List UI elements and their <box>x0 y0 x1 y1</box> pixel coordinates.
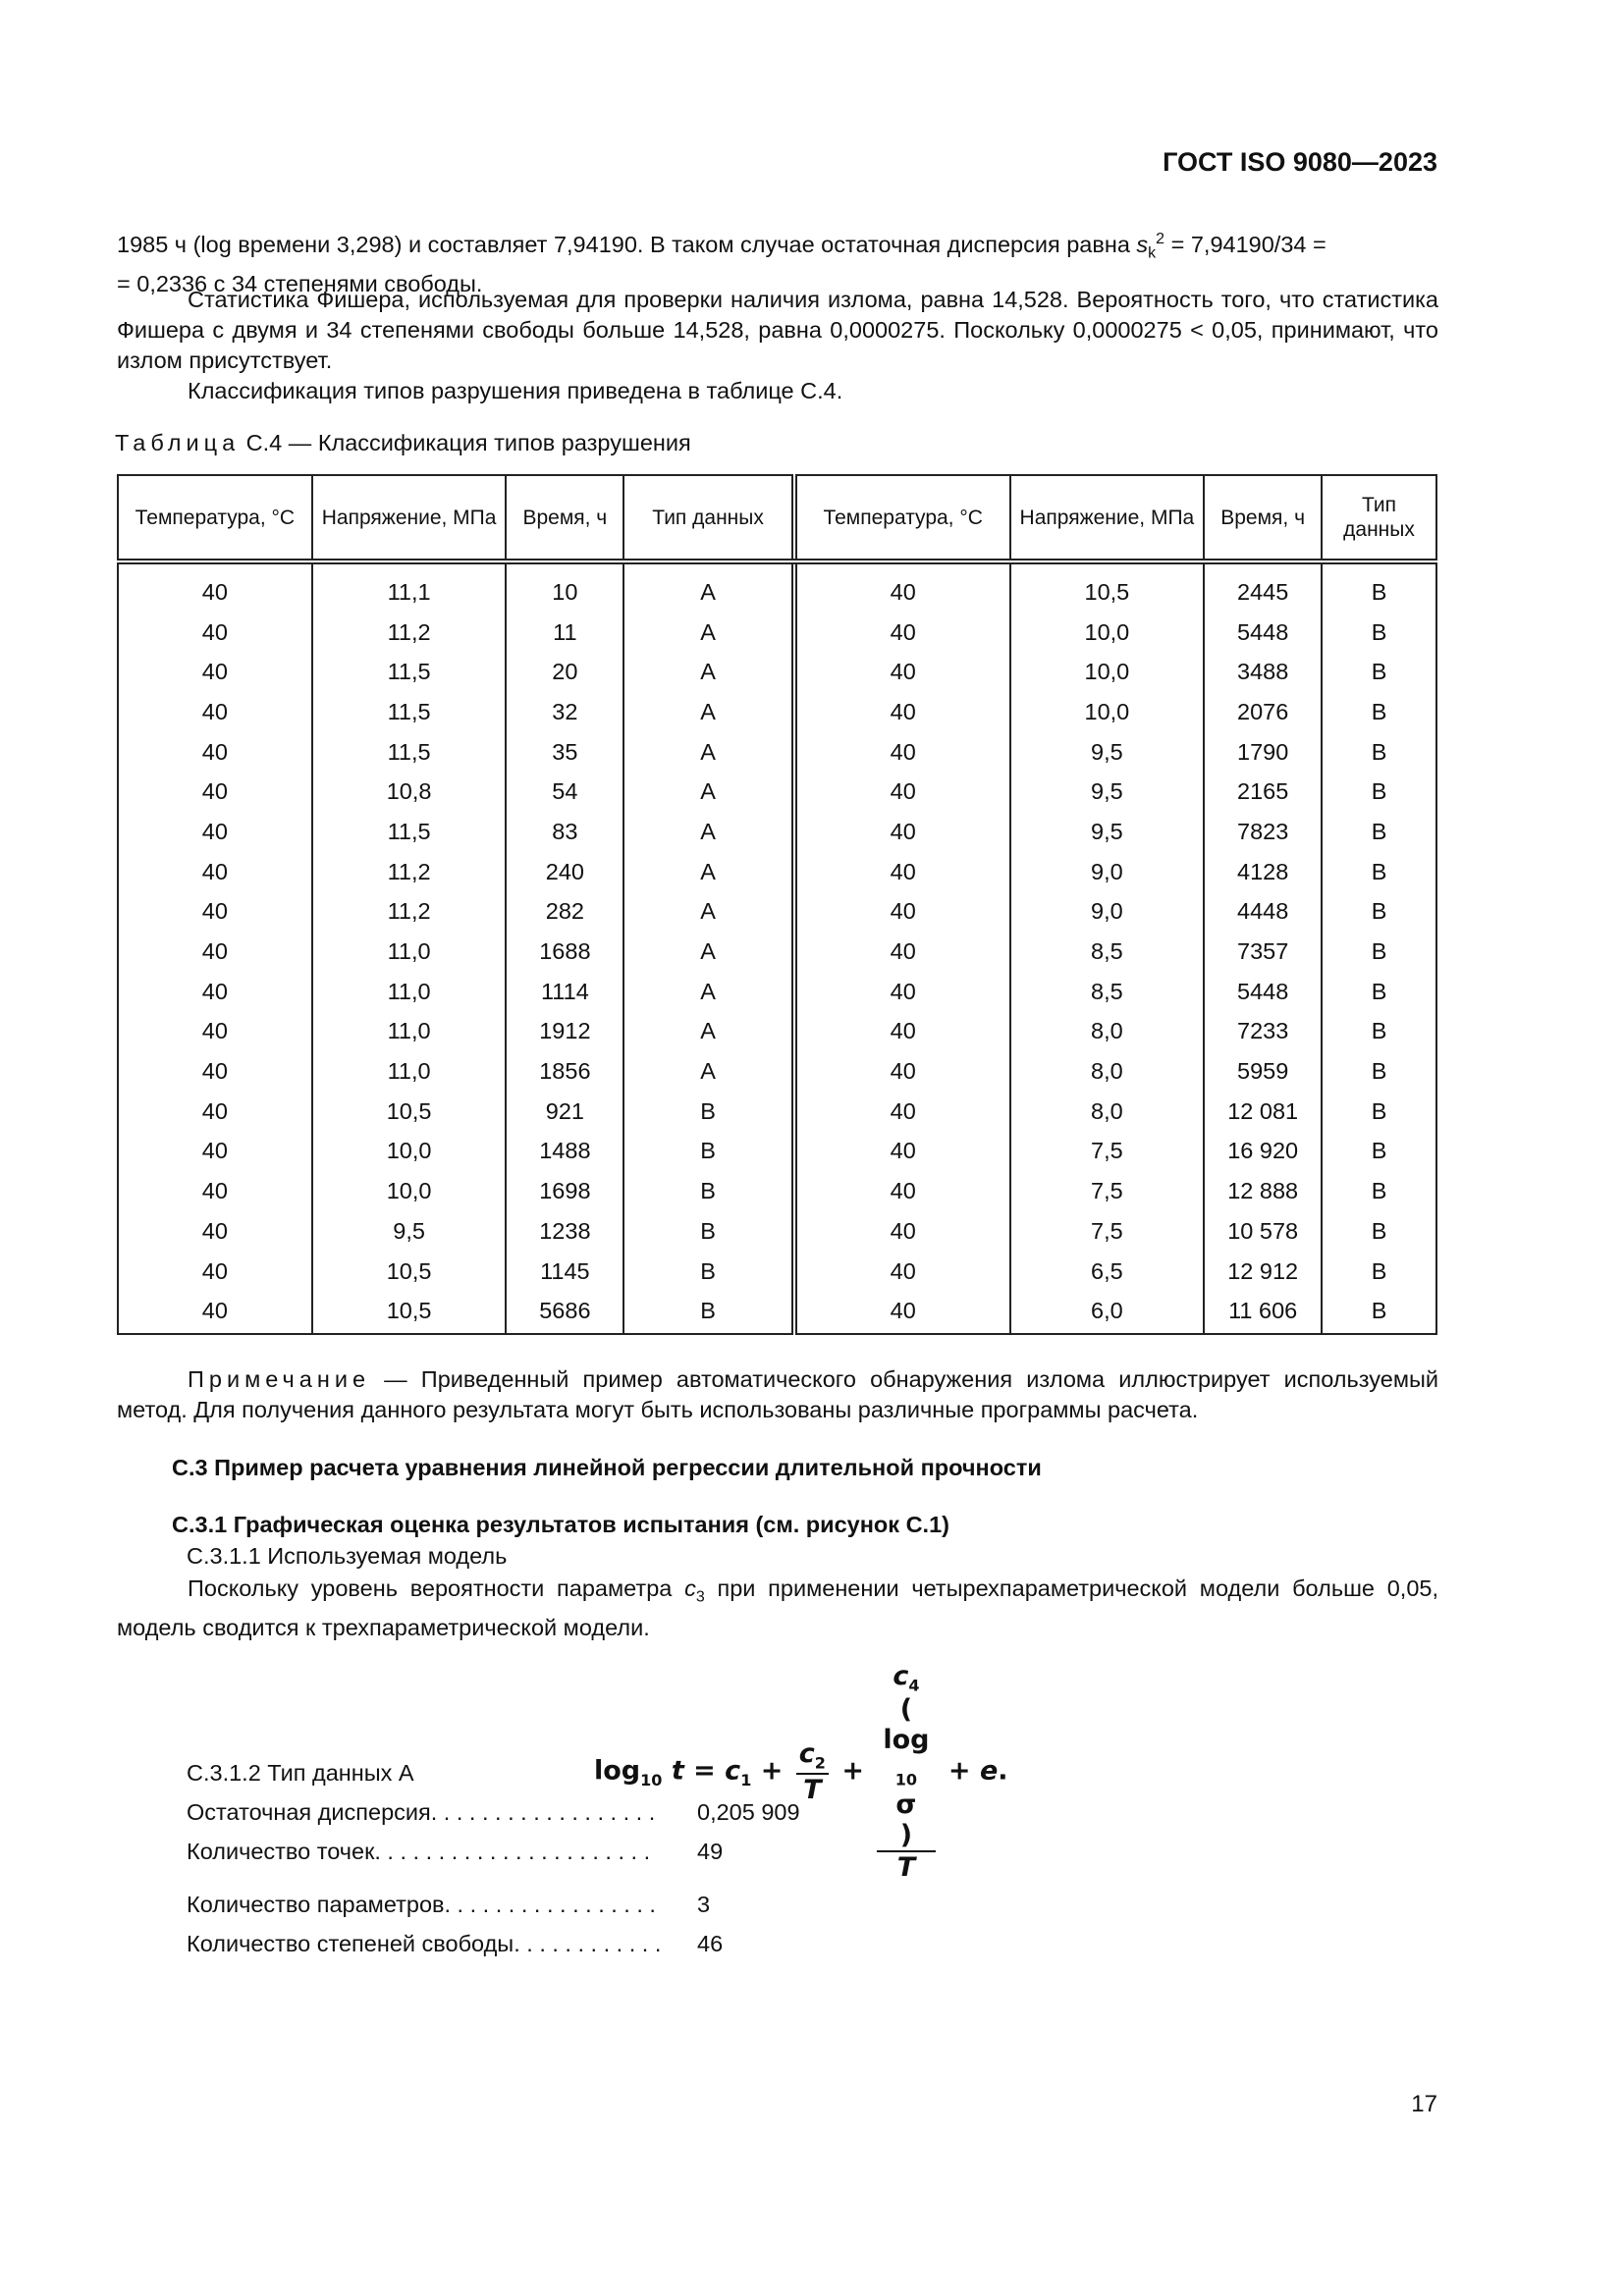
table-cell: 10,5 <box>312 1291 507 1334</box>
formula-dot: . <box>998 1755 1008 1787</box>
table-cell: 40 <box>794 1012 1010 1052</box>
table-cell: В <box>1322 732 1436 773</box>
table-cell: В <box>1322 1012 1436 1052</box>
table-cell: 7233 <box>1204 1012 1322 1052</box>
section-c311-body <box>117 1574 1438 1643</box>
table-cell: А <box>623 852 794 892</box>
formula-equals: = <box>683 1755 726 1787</box>
table-cell: 40 <box>794 1211 1010 1252</box>
table-cell: 10 578 <box>1204 1211 1322 1252</box>
table-cell: 40 <box>794 852 1010 892</box>
table-cell: А <box>623 972 794 1012</box>
table-cell: 5686 <box>506 1291 623 1334</box>
stat-row-degrees-of-freedom <box>187 1931 723 1957</box>
intro-p1-text-a: 1985 ч (log времени 3,298) и составляет 7,94190. В таком случае остаточная дисперсия равна <box>117 231 1137 257</box>
table-cell: 6,5 <box>1010 1252 1205 1292</box>
table-cell: 7,5 <box>1010 1132 1205 1172</box>
table-cell: 40 <box>118 812 312 852</box>
table-cell: 10,8 <box>312 772 507 812</box>
table-cell: 40 <box>118 932 312 972</box>
table-cell: 40 <box>118 1171 312 1211</box>
table-cell: 11,0 <box>312 932 507 972</box>
table-body <box>118 561 1436 1334</box>
table-row <box>118 932 1436 972</box>
table-cell: 40 <box>794 652 1010 692</box>
stat-value: 3 <box>697 1892 711 1917</box>
table-cell: 11,5 <box>312 732 507 773</box>
stat-label: Количество параметров. . . . . . . . . . . . . . . . . <box>187 1892 656 1917</box>
table-cell: В <box>1322 812 1436 852</box>
table-cell: 10,0 <box>312 1171 507 1211</box>
table-cell: 1912 <box>506 1012 623 1052</box>
stat-row-point-count <box>187 1839 723 1865</box>
table-cell: А <box>623 692 794 732</box>
table-cell: А <box>623 1012 794 1052</box>
table-cell: 3488 <box>1204 652 1322 692</box>
table-cell: 40 <box>794 812 1010 852</box>
table-row <box>118 1291 1436 1334</box>
table-cell: А <box>623 561 794 613</box>
table-cell: 2165 <box>1204 772 1322 812</box>
table-row <box>118 1211 1436 1252</box>
table-cell: 5448 <box>1204 972 1322 1012</box>
table-cell: А <box>623 932 794 972</box>
table-cell: 40 <box>794 1092 1010 1132</box>
table-cell: В <box>1322 1211 1436 1252</box>
table-cell: 12 888 <box>1204 1171 1322 1211</box>
table-cell: 9,5 <box>1010 772 1205 812</box>
table-cell: 9,0 <box>1010 852 1205 892</box>
table-row <box>118 652 1436 692</box>
param-subscript: 3 <box>695 1588 705 1606</box>
formula-log: log <box>594 1755 641 1787</box>
table-cell: 40 <box>118 852 312 892</box>
table-row <box>118 1132 1436 1172</box>
table-row <box>118 892 1436 933</box>
table-cell: 11 606 <box>1204 1291 1322 1334</box>
page-number: 17 <box>1411 2091 1437 2117</box>
header-data-type-right: Тип данных <box>1322 475 1436 561</box>
table-cell: 40 <box>794 1291 1010 1334</box>
table-cell: 7,5 <box>1010 1211 1205 1252</box>
section-c31-heading: С.3.1 Графическая оценка результатов испытания (см. рисунок С.1) <box>172 1512 949 1537</box>
table-cell: 282 <box>506 892 623 933</box>
header-stress-left: Напряжение, МПа <box>312 475 507 561</box>
failure-type-table <box>117 474 1437 1335</box>
table-cell: 11,2 <box>312 613 507 653</box>
table-cell: 7823 <box>1204 812 1322 852</box>
table-cell: А <box>623 732 794 773</box>
table-cell: 9,0 <box>1010 892 1205 933</box>
table-cell: 40 <box>794 892 1010 933</box>
header-time-left: Время, ч <box>506 475 623 561</box>
table-cell: 11 <box>506 613 623 653</box>
variance-symbol: s <box>1136 231 1149 257</box>
formula-c1: c <box>725 1755 741 1787</box>
table-cell: 240 <box>506 852 623 892</box>
formula-fraction-c2 <box>796 1738 829 1804</box>
formula-e: e <box>979 1755 999 1787</box>
formula-fraction-c4 <box>877 1661 935 1883</box>
table-row <box>118 732 1436 773</box>
formula-c2-denominator <box>796 1775 829 1805</box>
table-cell: 1856 <box>506 1051 623 1092</box>
table-cell: 11,1 <box>312 561 507 613</box>
table-cell: 1488 <box>506 1132 623 1172</box>
table-cell: 11,5 <box>312 692 507 732</box>
table-cell: 12 912 <box>1204 1252 1322 1292</box>
table-cell: 5959 <box>1204 1051 1322 1092</box>
section-c311-heading: С.3.1.1 Используемая модель <box>187 1543 508 1569</box>
table-cell: 11,2 <box>312 892 507 933</box>
document-id-header: ГОСТ ISO 9080—2023 <box>1163 147 1437 177</box>
table-cell: 921 <box>506 1092 623 1132</box>
table-cell: 11,0 <box>312 1051 507 1092</box>
table-row <box>118 692 1436 732</box>
table-row <box>118 1171 1436 1211</box>
table-cell: 40 <box>794 1051 1010 1092</box>
table-cell: 9,5 <box>1010 732 1205 773</box>
table-cell: 40 <box>118 1211 312 1252</box>
table-row <box>118 852 1436 892</box>
intro-paragraph-2: Статистика Фишера, используемая для проверки наличия излома, равна 14,528. Вероятность того, что статистика Фишера с двумя и 34 степенями свободы больше 14,528, равна 0,0000275. Поскольку 0,0000275 < 0,05, принимают, что излом присутствует. <box>117 287 1438 373</box>
formula-plus-2: + <box>832 1755 874 1787</box>
table-cell: 40 <box>118 561 312 613</box>
table-cell: А <box>623 1051 794 1092</box>
header-data-type-left: Тип данных <box>623 475 794 561</box>
table-row <box>118 613 1436 653</box>
table-cell: 6,0 <box>1010 1291 1205 1334</box>
table-row <box>118 1252 1436 1292</box>
table-cell: 2445 <box>1204 561 1322 613</box>
formula-t: t <box>671 1755 684 1787</box>
stat-row-parameter-count <box>187 1892 710 1918</box>
table-cell: 8,0 <box>1010 1051 1205 1092</box>
formula-c4-denominator <box>877 1852 935 1883</box>
table-cell: 40 <box>794 1132 1010 1172</box>
formula-sigma: σ <box>895 1789 917 1820</box>
table-cell: 8,5 <box>1010 972 1205 1012</box>
table-cell: 40 <box>118 613 312 653</box>
table-cell: 40 <box>794 1171 1010 1211</box>
table-cell: 8,0 <box>1010 1012 1205 1052</box>
table-cell: В <box>1322 892 1436 933</box>
formula-c4-sub: 4 <box>908 1676 920 1695</box>
formula-log-2: log <box>883 1725 930 1756</box>
stat-value: 49 <box>697 1839 724 1864</box>
table-cell: 1114 <box>506 972 623 1012</box>
header-time-right: Время, ч <box>1204 475 1322 561</box>
table-row <box>118 1012 1436 1052</box>
table-cell: 40 <box>794 732 1010 773</box>
table-cell: А <box>623 652 794 692</box>
table-cell: 7,5 <box>1010 1171 1205 1211</box>
stat-label: Количество точек. . . . . . . . . . . . . . . . . . . . . . <box>187 1839 651 1864</box>
table-note <box>117 1364 1438 1425</box>
intro-paragraph-3: Классификация типов разрушения приведена в таблице С.4. <box>188 378 843 403</box>
table-cell: 2076 <box>1204 692 1322 732</box>
table-cell: 11,0 <box>312 1012 507 1052</box>
table-cell: 10,0 <box>1010 613 1205 653</box>
table-cell: 40 <box>794 1252 1010 1292</box>
table-cell: В <box>1322 852 1436 892</box>
table-cell: В <box>1322 692 1436 732</box>
table-cell: 40 <box>118 1252 312 1292</box>
table-cell: 40 <box>118 772 312 812</box>
table-cell: 1698 <box>506 1171 623 1211</box>
table-cell: 32 <box>506 692 623 732</box>
table-cell: В <box>623 1132 794 1172</box>
table-cell: 40 <box>118 1051 312 1092</box>
table-row <box>118 1092 1436 1132</box>
table-cell: В <box>1322 613 1436 653</box>
table-cell: 8,0 <box>1010 1092 1205 1132</box>
formula-c4: c <box>893 1661 909 1691</box>
table-cell: 11,2 <box>312 852 507 892</box>
table-cell: А <box>623 812 794 852</box>
table-cell: 40 <box>794 613 1010 653</box>
intro-p1-line-2: = 0,2336 с 34 степенями свободы. <box>117 270 483 296</box>
note-label: Примечание <box>188 1366 371 1392</box>
table-cell: 8,5 <box>1010 932 1205 972</box>
table-row <box>118 812 1436 852</box>
table-cell: 10,5 <box>312 1252 507 1292</box>
table-row <box>118 1051 1436 1092</box>
table-cell: 40 <box>118 692 312 732</box>
table-cell: 5448 <box>1204 613 1322 653</box>
table-cell: В <box>1322 1051 1436 1092</box>
table-cell: 4448 <box>1204 892 1322 933</box>
table-cell: 40 <box>118 972 312 1012</box>
table-cell: В <box>1322 561 1436 613</box>
table-cell: 10,0 <box>312 1132 507 1172</box>
table-cell: 10,0 <box>1010 692 1205 732</box>
table-cell: 40 <box>794 561 1010 613</box>
formula-c2-numerator <box>796 1738 829 1774</box>
table-cell: 40 <box>118 1132 312 1172</box>
formula-c4-numerator: $c_4$ ( log $_{10}$ σ ) <box>877 1661 935 1852</box>
formula-c2-sub: 2 <box>814 1753 826 1773</box>
table-cell: 40 <box>794 932 1010 972</box>
table-cell: 9,5 <box>1010 812 1205 852</box>
stat-value: 46 <box>697 1931 724 1956</box>
formula-plus-1: + <box>751 1755 792 1787</box>
stat-label: Остаточная дисперсия. . . . . . . . . . . . . . . . . . <box>187 1799 656 1825</box>
stat-row-residual-variance <box>187 1799 800 1826</box>
table-cell: 10,0 <box>1010 652 1205 692</box>
table-cell: В <box>1322 772 1436 812</box>
table-cell: В <box>1322 1092 1436 1132</box>
formula-T2: T <box>896 1851 916 1883</box>
variance-superscript: 2 <box>1156 231 1165 247</box>
table-cell: 40 <box>118 1092 312 1132</box>
table-cell: 11,5 <box>312 652 507 692</box>
table-row <box>118 972 1436 1012</box>
formula-c1-sub: 1 <box>740 1770 752 1789</box>
table-cell: В <box>623 1211 794 1252</box>
table-cell: 40 <box>118 1012 312 1052</box>
formula-log-base: 10 <box>640 1770 663 1789</box>
table-cell: 4128 <box>1204 852 1322 892</box>
table-cell: 1145 <box>506 1252 623 1292</box>
table-cell: 40 <box>118 732 312 773</box>
table-cell: 7357 <box>1204 932 1322 972</box>
table-caption-title: С.4 — Классификация типов разрушения <box>240 430 691 455</box>
table-cell: 54 <box>506 772 623 812</box>
table-cell: 16 920 <box>1204 1132 1322 1172</box>
header-stress-right: Напряжение, МПа <box>1010 475 1205 561</box>
table-cell: 40 <box>794 772 1010 812</box>
table-row <box>118 772 1436 812</box>
table-cell: 12 081 <box>1204 1092 1322 1132</box>
table-cell: 83 <box>506 812 623 852</box>
stat-label: Количество степеней свободы. . . . . . . . . . . . <box>187 1931 662 1956</box>
variance-subscript: k <box>1148 244 1157 262</box>
table-cell: В <box>1322 972 1436 1012</box>
table-cell: В <box>1322 932 1436 972</box>
table-header-row <box>118 475 1436 561</box>
table-cell: 9,5 <box>312 1211 507 1252</box>
formula-log-base-2: 10 <box>894 1770 918 1789</box>
table-cell: В <box>1322 1132 1436 1172</box>
table-cell: А <box>623 772 794 812</box>
formula-c2: c <box>798 1738 815 1770</box>
table-cell: В <box>623 1252 794 1292</box>
header-temperature-right: Температура, °С <box>794 475 1010 561</box>
table-cell: 35 <box>506 732 623 773</box>
param-symbol: c <box>684 1575 696 1601</box>
table-cell: В <box>1322 652 1436 692</box>
table-cell: 1238 <box>506 1211 623 1252</box>
header-temperature-left: Температура, °С <box>118 475 312 561</box>
table-cell: А <box>623 613 794 653</box>
table-cell: 10 <box>506 561 623 613</box>
table-cell: 1688 <box>506 932 623 972</box>
table-cell: В <box>623 1171 794 1211</box>
section-c312-heading: С.3.1.2 Тип данных А <box>187 1760 414 1786</box>
table-cell: 40 <box>794 972 1010 1012</box>
note-text: — Приведенный пример автоматического обнаружения излома иллюстрирует используемый метод. Для получения данного результата могут быть использованы различные программы расчета. <box>117 1366 1438 1422</box>
table-cell: 10,5 <box>1010 561 1205 613</box>
table-cell: 40 <box>118 1291 312 1334</box>
stat-value: 0,205 909 <box>697 1799 800 1825</box>
table-cell: 1790 <box>1204 732 1322 773</box>
table-cell: 40 <box>118 892 312 933</box>
table-row <box>118 561 1436 613</box>
section-c3-heading: С.3 Пример расчета уравнения линейной регрессии длительной прочности <box>172 1455 1042 1480</box>
table-cell: В <box>623 1291 794 1334</box>
table-cell: В <box>1322 1252 1436 1292</box>
table-caption-word: Таблица <box>115 430 241 455</box>
table-cell: 20 <box>506 652 623 692</box>
table-cell: 40 <box>118 652 312 692</box>
table-cell: 40 <box>794 692 1010 732</box>
table-caption <box>115 430 691 456</box>
table-cell: В <box>1322 1291 1436 1334</box>
formula-T1: T <box>803 1774 822 1805</box>
table-cell: В <box>623 1092 794 1132</box>
table-cell: А <box>623 892 794 933</box>
intro-p1-text-b: = 7,94190/34 = <box>1164 231 1326 257</box>
table-cell: 11,0 <box>312 972 507 1012</box>
table-cell: В <box>1322 1171 1436 1211</box>
table-cell: 11,5 <box>312 812 507 852</box>
formula-plus-3: + <box>939 1755 980 1787</box>
table-cell: 10,5 <box>312 1092 507 1132</box>
c311-body-a: Поскольку уровень вероятности параметра <box>188 1575 685 1601</box>
c311-body-b: при применении четырехпараметрической модели больше 0,05, модель сводится к трехпараметрической модели. <box>117 1575 1439 1640</box>
